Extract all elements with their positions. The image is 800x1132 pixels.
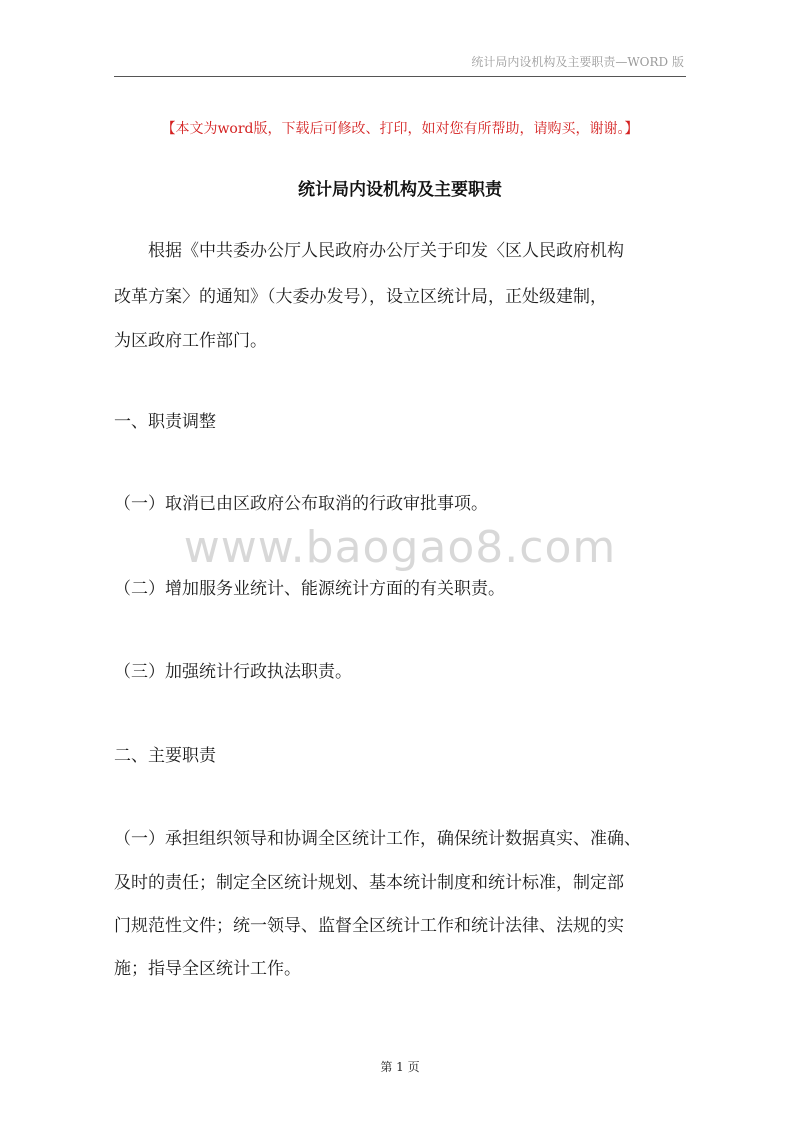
section-heading-duty-adjustment: 一、职责调整 (114, 412, 216, 432)
intro-line: 为区政府工作部门。 (114, 331, 267, 351)
running-header: 统计局内设机构及主要职责—WORD 版 (471, 55, 684, 69)
watermark: www.baogao8.com (183, 522, 617, 573)
list-item: （二）增加服务业统计、能源统计方面的有关职责。 (114, 579, 505, 599)
intro-line: 根据《中共委办公厅人民政府办公厅关于印发〈区人民政府机构 (114, 241, 624, 261)
list-item: （三）加强统计行政执法职责。 (114, 662, 352, 682)
duty-line: 及时的责任；制定全区统计规划、基本统计制度和统计标准，制定部 (114, 873, 624, 893)
duty-line: 施；指导全区统计工作。 (114, 959, 301, 979)
page-number: 第 1 页 (380, 1060, 420, 1074)
duty-line: （一）承担组织领导和协调全区统计工作，确保统计数据真实、准确、 (114, 829, 641, 849)
duty-line: 门规范性文件；统一领导、监督全区统计工作和统计法律、法规的实 (114, 916, 624, 936)
list-item: （一）取消已由区政府公布取消的行政审批事项。 (114, 494, 488, 514)
document-title: 统计局内设机构及主要职责 (298, 180, 502, 200)
header-divider (114, 76, 686, 77)
intro-line: 改革方案〉的通知》（大委办发号），设立区统计局，正处级建制， (114, 287, 607, 307)
section-heading-main-duties: 二、主要职责 (114, 746, 216, 766)
purchase-notice: 【本文为word版，下载后可修改、打印，如对您有所帮助，请购买，谢谢。】 (161, 121, 639, 137)
